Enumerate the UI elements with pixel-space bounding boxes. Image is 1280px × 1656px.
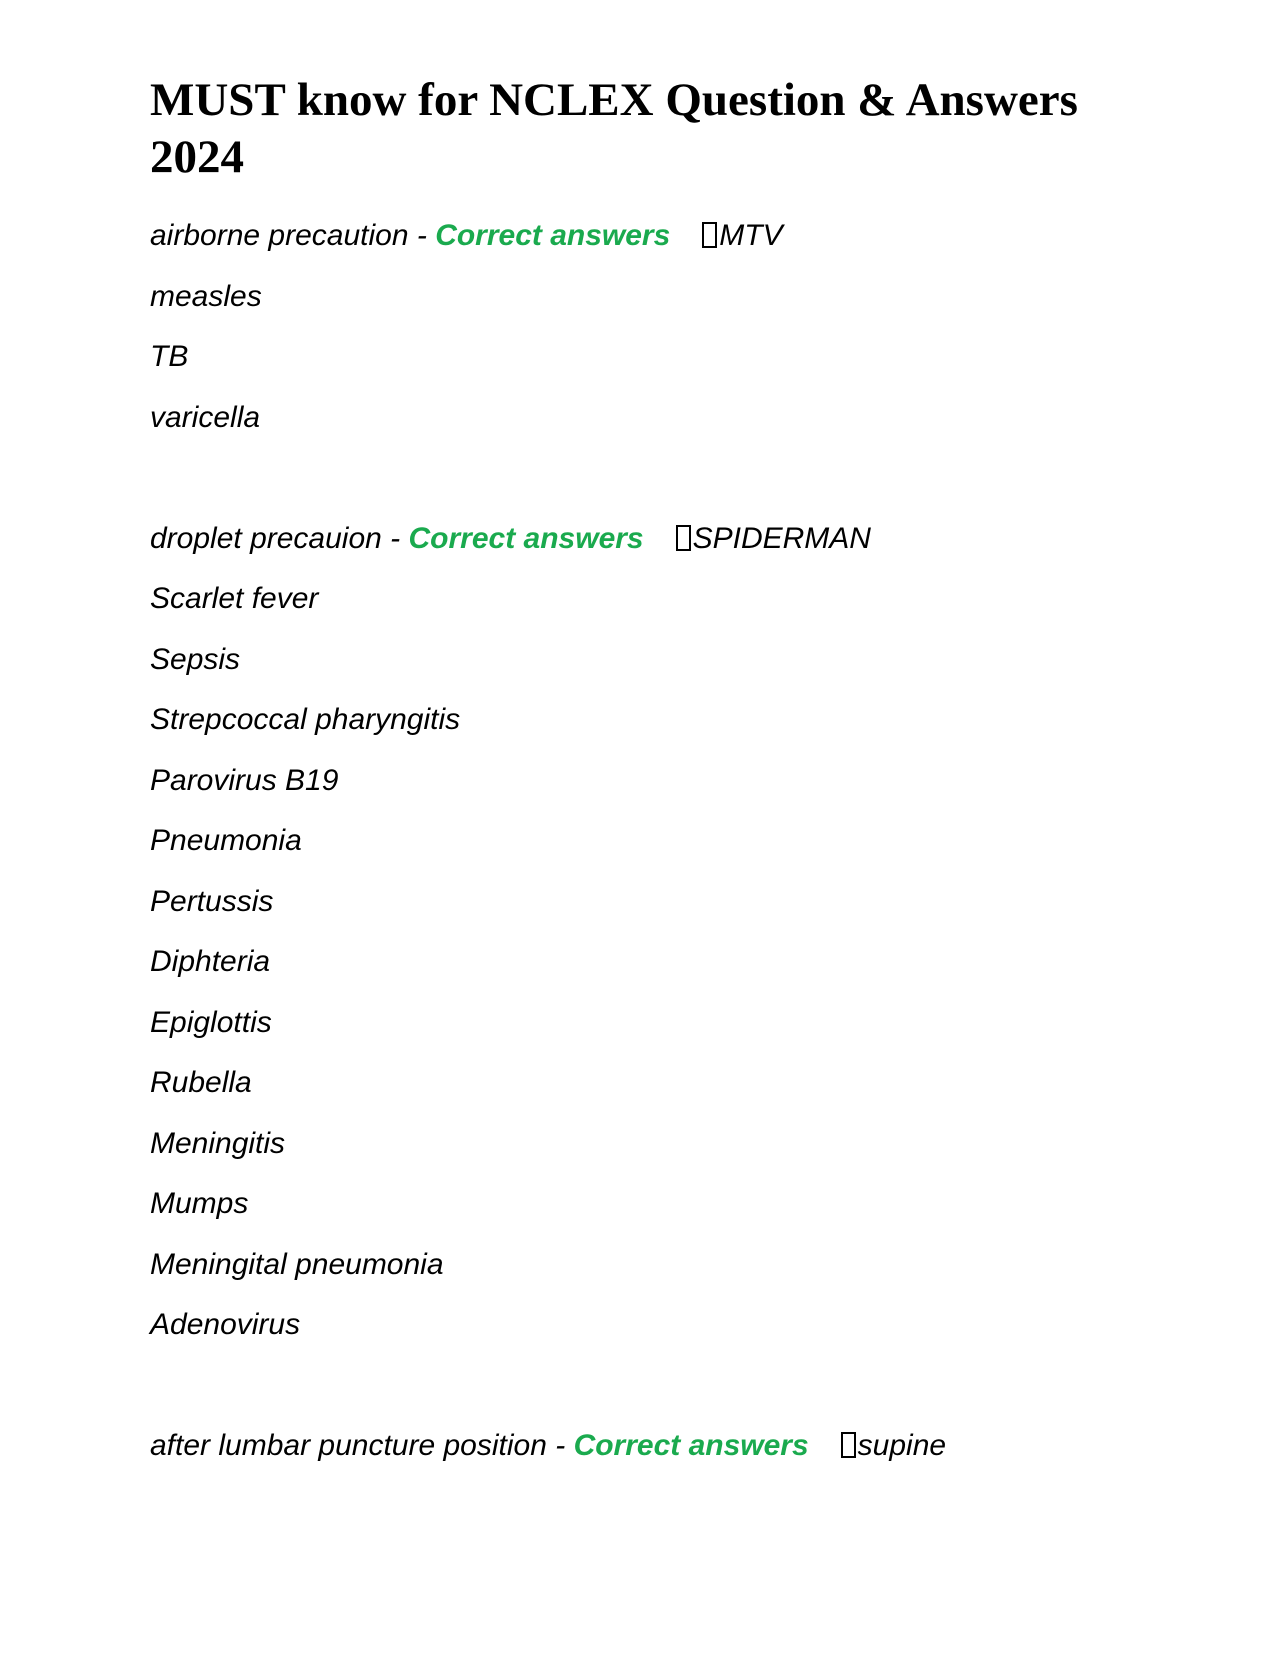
answer-text: supine — [857, 1429, 947, 1462]
list-item: Pneumonia — [150, 824, 302, 857]
list-item: Mumps — [150, 1187, 249, 1220]
list-item: Rubella — [150, 1066, 252, 1099]
qa-line-droplet — [150, 509, 1150, 570]
list-item: Strepcoccal pharyngitis — [150, 703, 461, 736]
correct-answers-label: Correct answers — [435, 219, 671, 252]
list-item: Meningitis — [150, 1126, 286, 1160]
spacer — [150, 1356, 1150, 1417]
list-item: varicella — [150, 400, 261, 434]
qa-line-lumbar-puncture — [150, 1416, 1150, 1477]
question-text: airborne precaution — [150, 219, 409, 252]
separator: - — [408, 219, 436, 252]
list-item: Parovirus B19 — [150, 763, 339, 797]
list-item: Epiglottis — [150, 1005, 272, 1039]
list-item: Adenovirus — [150, 1308, 301, 1341]
missing-glyph-box-icon — [841, 1432, 856, 1458]
list-item: Sepsis — [150, 642, 241, 676]
separator: - — [381, 521, 409, 555]
qa-line-airborne — [150, 206, 1150, 267]
question-text: after lumbar puncture position — [150, 1429, 547, 1462]
question-text: droplet precauion — [150, 521, 382, 555]
document-title: MUST know for NCLEX Question & Answers 2024 — [150, 74, 1078, 183]
list-item: Scarlet fever — [150, 582, 319, 615]
correct-answers-label: Correct answers — [408, 521, 644, 555]
correct-answers-label: Correct answers — [573, 1429, 809, 1462]
answer-text: SPIDERMAN — [692, 521, 871, 555]
missing-glyph-box-icon — [676, 525, 691, 551]
list-item: TB — [150, 340, 189, 373]
list-item: Diphteria — [150, 945, 271, 978]
missing-glyph-box-icon — [702, 222, 717, 248]
answer-text: MTV — [719, 219, 783, 252]
list-item: Pertussis — [150, 884, 274, 918]
spacer — [150, 448, 1150, 509]
list-item: measles — [150, 279, 262, 313]
separator: - — [546, 1429, 574, 1462]
list-item: Meningital pneumonia — [150, 1247, 444, 1281]
document-page — [150, 72, 1150, 1477]
